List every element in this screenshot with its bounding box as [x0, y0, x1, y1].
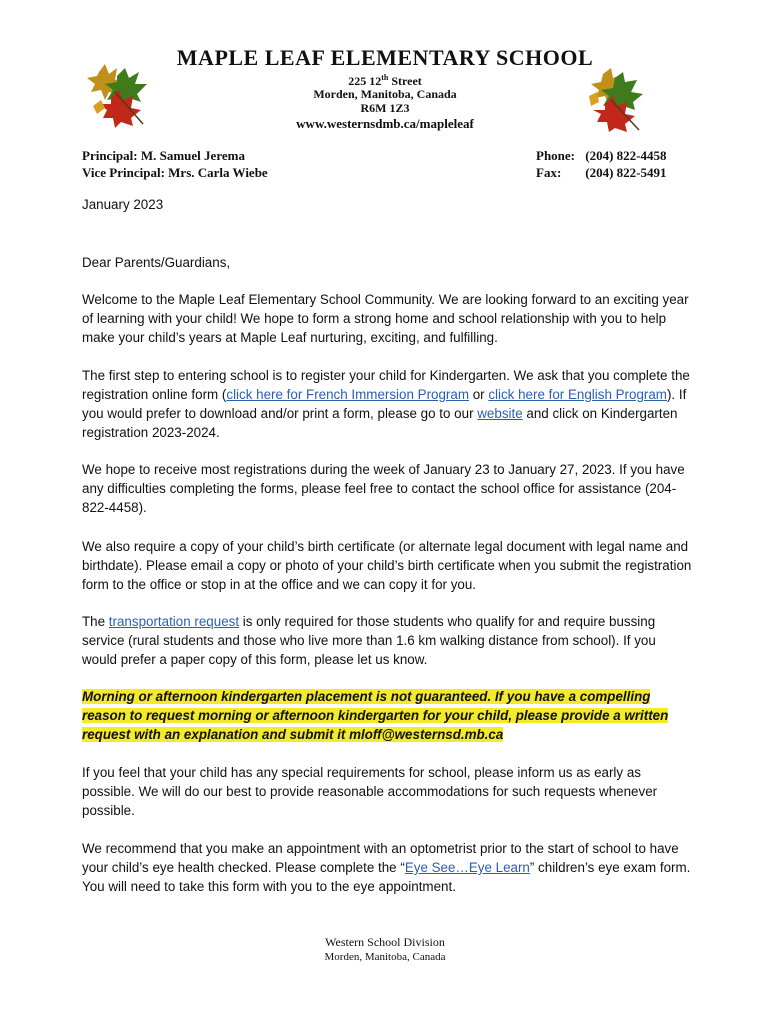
paragraph-placement-notice [82, 687, 692, 744]
paragraph-transportation [82, 612, 692, 669]
paragraph-eye-exam [82, 839, 692, 896]
principal-line: Principal: M. Samuel Jerema [82, 148, 245, 163]
english-program-link[interactable]: click here for English Program [488, 387, 667, 402]
footer-location: Morden, Manitoba, Canada [324, 951, 446, 963]
phone-number: (204) 822-4458 [585, 148, 667, 163]
fax-number: (204) 822-5491 [585, 165, 667, 180]
paragraph-birth-certificate-text: We also require a copy of your child’s birth certificate (or alternate legal document with legal name and birthdate). Please email a copy or photo of your child’s birth certificate when you submit the registration form to the office or stop in at the office and we can copy it for you. [82, 539, 692, 592]
vice-principal-line: Vice Principal: Mrs. Carla Wiebe [82, 165, 268, 180]
fax-line [536, 164, 667, 181]
eye-exam-text-a: We recommend that you make an appointment with an optometrist prior to the start of school to have your child’s eye health checked. Please complete the “ [82, 841, 679, 875]
address-suffix: th [381, 73, 389, 82]
phone-label: Phone: [536, 148, 575, 163]
paragraph-birth-certificate [82, 537, 692, 594]
eye-see-eye-learn-link[interactable]: Eye See…Eye Learn [404, 860, 530, 875]
registration-text-d: and click on Kindergarten registration 2023-2024. [82, 406, 678, 440]
paragraph-registration [82, 366, 692, 442]
transportation-request-link[interactable]: transportation request [108, 614, 240, 629]
paragraph-special-requirements-text: If you feel that your child has any special requirements for school, please inform us as early as possible. We will do our best to provide reasonable accommodations for such requests whenever possible. [82, 765, 658, 818]
phone-line [536, 147, 667, 164]
website-link[interactable]: website [477, 406, 523, 421]
address-number: 225 12 [348, 74, 382, 88]
fax-label: Fax: [536, 165, 562, 180]
contact-numbers [536, 147, 667, 181]
registration-text-a: The first step to entering school is to register your child for Kindergarten. We ask that you complete the registration online form ( [82, 368, 690, 402]
transportation-text-b: is only required for those students who qualify for and require bussing service (rural students and those who live more than 1.6 km walking distance from school). If you would prefer a paper copy of this form, please let us know. [82, 614, 656, 667]
registration-text-c: ). If you would prefer to download and/or print a form, please go to our [82, 387, 687, 421]
transportation-text-a: The [82, 614, 109, 629]
salutation: Dear Parents/Guardians, [82, 255, 231, 270]
city-line: Morden, Manitoba, Canada [313, 87, 457, 101]
paragraph-dates [82, 460, 692, 517]
placement-notice-text: Morning or afternoon kindergarten placement is not guaranteed. If you have a compelling reason to request morning or afternoon kindergarten for your child, please provide a written request with an explanation and submit it mloff@westernsd.mb.ca [82, 689, 669, 742]
paragraph-welcome [82, 290, 692, 347]
eye-exam-text-b: ” children’s eye exam form. You will need to take this form with you to the eye appointment. [82, 860, 691, 894]
french-immersion-link[interactable]: click here for French Immersion Program [226, 387, 469, 402]
school-website: www.westernsdmb.ca/mapleleaf [296, 116, 474, 131]
school-name: MAPLE LEAF ELEMENTARY SCHOOL [176, 45, 594, 70]
address-street: Street [388, 74, 422, 88]
staff-names [82, 147, 268, 181]
paragraph-dates-text: We hope to receive most registrations during the week of January 23 to January 27, 2023. If you have any difficulties completing the forms, please feel free to contact the school office for assistance (204-822-4458). [82, 462, 685, 515]
registration-text-b: or [468, 387, 489, 402]
letter-date: January 2023 [82, 197, 164, 212]
footer-division: Western School Division [325, 935, 445, 949]
paragraph-special-requirements [82, 763, 692, 820]
paragraph-welcome-text: Welcome to the Maple Leaf Elementary School Community. We are looking forward to an exciting year of learning with your child! We hope to form a strong home and school relationship with you to help make your child’s years at Maple Leaf nurturing, exciting, and fulfilling. [82, 292, 689, 345]
postal-code: R6M 1Z3 [360, 101, 410, 115]
